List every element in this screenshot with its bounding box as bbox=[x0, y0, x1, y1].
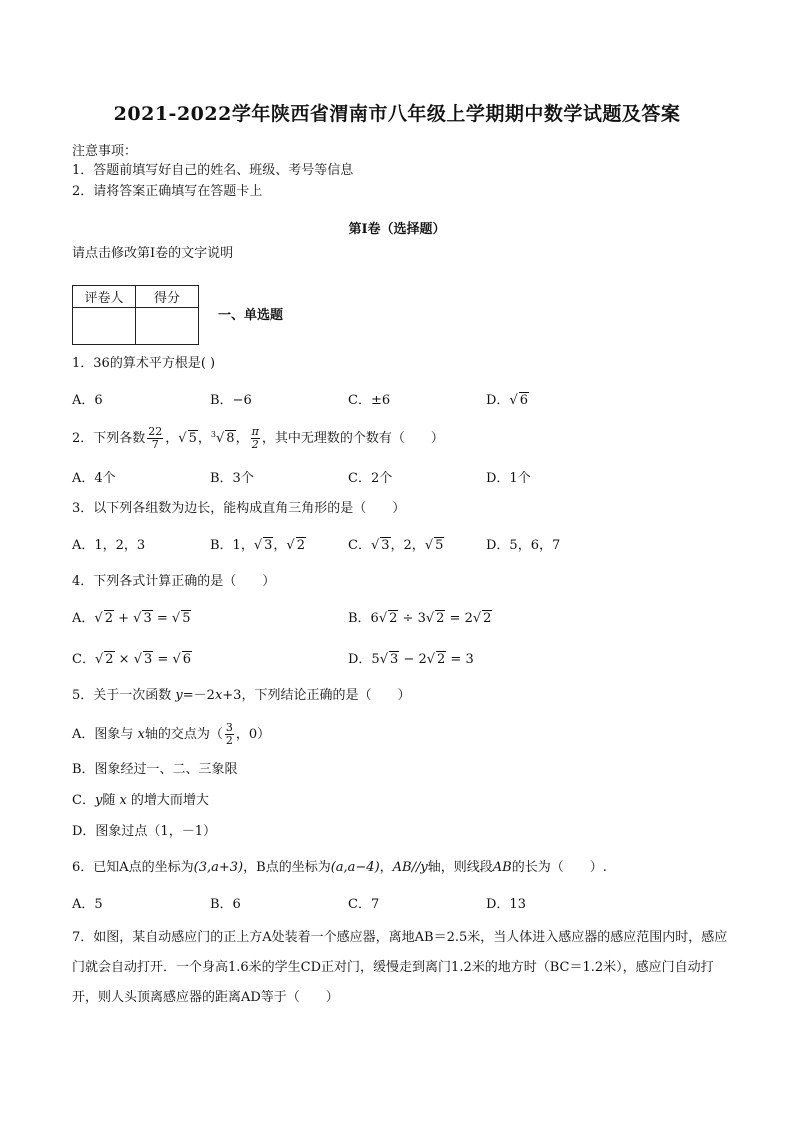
stem-mid: ，B点的坐标为 bbox=[243, 860, 331, 875]
denominator: 2 bbox=[225, 734, 233, 748]
notice-heading: 注意事项： bbox=[72, 144, 138, 159]
question-4-option-b: B．6√ 2 ÷ 3√ 2 = 2√ 2 bbox=[348, 611, 492, 626]
option-mid: 轴的交点为（ bbox=[144, 727, 223, 743]
segment: AB bbox=[492, 860, 512, 875]
option-suffix: ，0） bbox=[235, 727, 271, 743]
question-2-option-b: B．3个 bbox=[210, 471, 254, 486]
question-5-option-c bbox=[72, 793, 209, 809]
variable: y bbox=[94, 793, 103, 808]
stem-prefix: 2．下列各数 bbox=[72, 431, 146, 447]
section-title: 第I卷（选择题） bbox=[348, 222, 446, 237]
score-table bbox=[72, 285, 199, 345]
equals: = 3 bbox=[446, 652, 474, 667]
option-prefix: C． bbox=[348, 538, 371, 553]
question-1-option-d: D．√ 6 bbox=[486, 393, 529, 408]
question-4-option-a: A．√ 2 + √ 3 = √ 5 bbox=[72, 611, 191, 626]
coordinate-b: (a,a−4) bbox=[330, 860, 380, 875]
question-5-stem bbox=[72, 688, 410, 704]
option-prefix: C． bbox=[72, 652, 95, 667]
fraction bbox=[251, 426, 260, 451]
question-2-stem: 2．下列各数 $\frac{22}{7}$ ，√ 5，$^3$√ 8， $\frac{\pi}{2}$ ，其中无理数的个数有（ ） bbox=[72, 425, 444, 452]
option-prefix: D．5 bbox=[348, 652, 380, 667]
page-title: 2021-2022学年陕西省渭南市八年级上学期期中数学试题及答案 bbox=[113, 103, 681, 125]
notice-item: 2．请将答案正确填写在答题卡上 bbox=[72, 184, 263, 199]
question-5-option-a bbox=[72, 722, 270, 747]
question-6-option-b: B．6 bbox=[210, 897, 241, 912]
part-label: 一、单选题 bbox=[218, 308, 284, 323]
stem-mid: 轴，则线段 bbox=[427, 860, 493, 875]
option-prefix: D． bbox=[486, 393, 510, 408]
equals: = bbox=[153, 652, 173, 667]
question-3-option-d: D．5，6，7 bbox=[486, 538, 561, 553]
stem-suffix: +3，下列结论正确的是（ ） bbox=[222, 688, 411, 703]
numerator: 3 bbox=[225, 721, 233, 734]
stem-suffix: 的长为（ ）. bbox=[511, 860, 607, 875]
question-4-stem: 4．下列各式计算正确的是（ ） bbox=[72, 574, 276, 589]
variable: x bbox=[214, 688, 223, 703]
root-index: 3 bbox=[210, 429, 216, 439]
section-description[interactable]: 请点击修改第I卷的文字说明 bbox=[72, 246, 234, 261]
question-4-option-c: C．√ 2 × √ 3 = √ 6 bbox=[72, 652, 192, 667]
question-1-option-c: C．±6 bbox=[348, 393, 391, 408]
radicand: 6 bbox=[519, 393, 529, 408]
radicand: 6 bbox=[182, 652, 192, 667]
stem-mid: ， bbox=[379, 860, 393, 875]
stem-mid: =－2 bbox=[182, 688, 215, 703]
radicand: 2 bbox=[105, 652, 114, 667]
option-prefix: A． bbox=[72, 611, 95, 626]
separator: ，2， bbox=[390, 538, 425, 553]
radicand: 2 bbox=[483, 611, 492, 626]
score-table-cell bbox=[136, 308, 199, 345]
option-prefix: A．图象与 bbox=[72, 727, 138, 743]
radicand: 3 bbox=[381, 538, 390, 553]
question-2-option-d: D．1个 bbox=[486, 471, 531, 486]
question-5-option-d: D．图象过点（1，－1） bbox=[72, 824, 216, 839]
parallel-expression: AB//y bbox=[392, 860, 428, 875]
radicand: 2 bbox=[104, 611, 113, 626]
radicand: 3 bbox=[390, 652, 399, 667]
denominator: 2 bbox=[251, 438, 259, 452]
stem-suffix: ，其中无理数的个数有（ ） bbox=[261, 431, 444, 447]
operator: + bbox=[113, 611, 134, 626]
variable: x bbox=[119, 793, 127, 808]
stem-prefix: 6．已知A点的坐标为 bbox=[72, 860, 194, 875]
coordinate-a: (3,a+3) bbox=[193, 860, 244, 875]
question-2-option-c: C．2个 bbox=[348, 471, 393, 486]
option-prefix: C． bbox=[72, 793, 95, 808]
question-6-option-d: D．13 bbox=[486, 897, 526, 912]
operator: × bbox=[114, 652, 134, 667]
radicand: 3 bbox=[264, 538, 273, 553]
question-3-option-c: C．√ 3，2，√ 5 bbox=[348, 538, 444, 553]
score-table-cell bbox=[73, 308, 136, 345]
question-1-stem: 1．36的算术平方根是( ) bbox=[72, 356, 216, 371]
operator: − 2 bbox=[399, 652, 427, 667]
question-4-option-d: D．5√ 3 − 2√ 2 = 3 bbox=[348, 652, 474, 667]
question-1-option-a: A．6 bbox=[72, 393, 103, 408]
numerator: 22 bbox=[148, 425, 163, 438]
question-6-option-c: C．7 bbox=[348, 897, 380, 912]
question-3-stem: 3．以下列各组数为边长，能构成直角三角形的是（ ） bbox=[72, 501, 406, 516]
question-7-stem: 7．如图，某自动感应门的正上方A处装着一个感应器，离地AB＝2.5米，当人体进入感应器的感应范围内时，感应门就会自动打开．一个身高1.6米的学生CD正对门，缓慢走到离门1.2米的地方时（BC＝1.2米），感应门自动打开，则人头顶离感应器的距离AD等于（ ） bbox=[72, 930, 728, 1005]
radicand: 2 bbox=[437, 652, 446, 667]
variable: x bbox=[137, 727, 145, 743]
numerator: π bbox=[251, 425, 259, 438]
radicand: 2 bbox=[389, 611, 398, 626]
score-table-header: 得分 bbox=[136, 286, 199, 308]
fraction bbox=[147, 426, 163, 451]
question-3-option-b: B．1，√ 3，√ 2 bbox=[210, 538, 305, 553]
radicand: 3 bbox=[144, 652, 153, 667]
question-3-option-a: A．1，2，3 bbox=[72, 538, 146, 553]
option-prefix: B．6 bbox=[348, 611, 379, 626]
fraction bbox=[225, 722, 234, 747]
radicand: 5 bbox=[435, 538, 444, 553]
radicand: 3 bbox=[143, 611, 152, 626]
equals: = 2 bbox=[445, 611, 473, 626]
variable: y bbox=[175, 688, 183, 703]
notice-item: 1．答题前填写好自己的姓名、班级、考号等信息 bbox=[72, 163, 354, 178]
option-prefix: B．1， bbox=[210, 538, 254, 553]
radicand: 2 bbox=[296, 538, 305, 553]
operator: ÷ 3 bbox=[398, 611, 426, 626]
question-2-option-a: A．4个 bbox=[72, 471, 116, 486]
score-table-header: 评卷人 bbox=[73, 286, 136, 308]
question-6-stem bbox=[72, 860, 607, 876]
option-mid: 随 bbox=[102, 793, 120, 808]
radicand: 2 bbox=[436, 611, 445, 626]
radicand: 8 bbox=[226, 431, 235, 447]
stem-prefix: 5．关于一次函数 bbox=[72, 688, 176, 703]
equals: = bbox=[152, 611, 172, 626]
radicand: 5 bbox=[182, 611, 191, 626]
question-6-option-a: A．5 bbox=[72, 897, 103, 912]
question-1-option-b: B．−6 bbox=[210, 393, 252, 408]
denominator: 7 bbox=[151, 438, 159, 452]
radicand: 5 bbox=[188, 431, 197, 447]
question-5-option-b: B．图象经过一、二、三象限 bbox=[72, 762, 238, 777]
option-suffix: 的增大而增大 bbox=[126, 793, 209, 808]
